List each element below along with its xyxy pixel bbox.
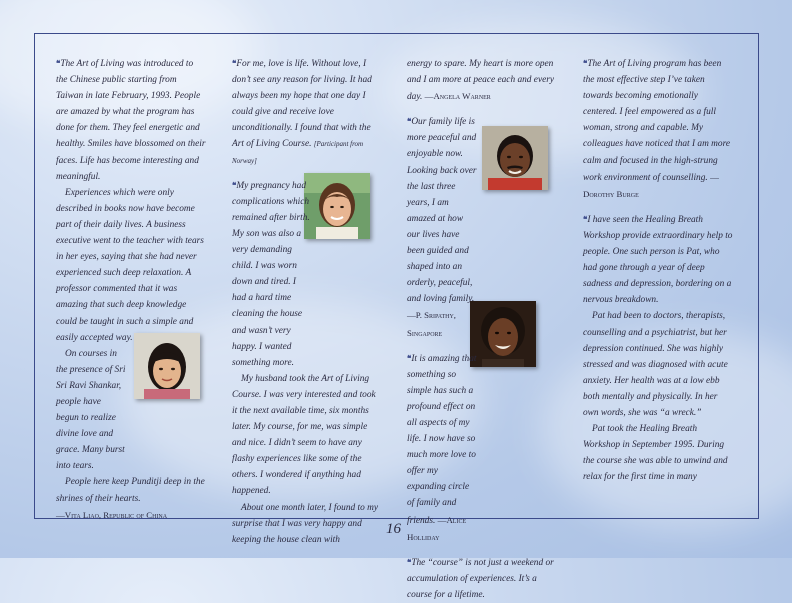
paragraph: energy to spare. My heart is more open and I am more at peace each and every day. —Angela Warner [407, 59, 555, 103]
column-4 [583, 56, 733, 485]
quote-mark-icon: ❝ [407, 557, 412, 567]
paragraph: ❝My pregnancy had complications which remained after birth. My son was also a very demanding child. I was worn down and tired. I had a hard time cleaning the house and wasn’t very happy. I wanted something more. [232, 180, 310, 368]
paragraph: People here keep Punditji deep in the shrines of their hearts. [56, 477, 205, 504]
paragraph: ❝The “course” is not just a weekend or accumulation of experiences. It’s a course for a lifetime. [407, 557, 554, 600]
column-3 [407, 56, 557, 603]
attribution: —Vita Liao, Republic of China [56, 509, 168, 520]
quote-mark-icon: ❝ [232, 59, 237, 68]
quote-mark-icon: ❝ [407, 117, 412, 127]
quote-mark-icon: ❝ [407, 353, 412, 363]
quote-mark-icon: ❝ [232, 180, 237, 190]
paragraph: ❝The Art of Living program has been the most effective step I’ve taken towards becoming emotionally centered. I feel empowered as a full woman, strong and capable. My colleagues have noticed that I am more calm and focused in the high-strung work environment of counselling. —Dorothy Burge [583, 59, 731, 199]
quote-mark-icon: ❝ [583, 214, 588, 224]
paragraph: ❝I have seen the Healing Breath Workshop provide extraordinary help to people. One such person is Pat, who had gone through a year of deep sadness and depression, bordering on a nervous breakdown. [583, 214, 733, 306]
paragraph: ❝Our family life is more peaceful and enjoyable now. Looking back over the last three years, I am amazed at how our lives have been guided and shaped into an orderly, peaceful, and loving family. —P. Sripathy, Singapore [407, 117, 477, 338]
paragraph: About one month later, I found to my surprise that I was very happy and keeping the house clean with [232, 502, 379, 545]
paragraph: On courses in the presence of Sri Sri Ravi Shankar, people have begun to realize divine love and grace. Many burst into tears. [56, 348, 126, 472]
paragraph: Experiences which were only described in books now have become part of their daily lives. A business executive went to the teacher with tears in her eyes, saying that she had never experienced such deep relaxation. A professor commented that it was amazing that such deep knowledge could be taught in such a simple and easily accepted way. [56, 187, 204, 343]
column-1 [56, 56, 206, 524]
paragraph: ❝It is amazing that something so simple has such a profound effect on all aspects of my life. I now have so much more love to offer my expanding circle of family and friends. —Alice Holliday [407, 353, 477, 542]
paragraph: ❝For me, love is life. Without love, I don’t see any reason for living. It had always been my hope that one day I could give and receive love unconditionally. I found that with the Art of Living Course. [Participant from Norway] [232, 59, 372, 165]
paragraph: Pat had been to doctors, therapists, counselling and a psychiatrist, but her depression continued. She was highly stressed and was diagnosed with acute anxiety. Her health was at a low ebb both mentally and physically. In her own words, she was “a wreck.” [583, 311, 728, 418]
column-2 [232, 56, 382, 548]
paragraph: Pat took the Healing Breath Workshop in September 1995. During the course she was able to unwind and relax for the first time in many [583, 424, 728, 483]
quote-mark-icon: ❝ [583, 59, 588, 68]
page-number: 16 [386, 521, 401, 537]
quote-mark-icon: ❝ [56, 59, 61, 68]
paragraph: ❝The Art of Living was introduced to the Chinese public starting from Taiwan in late February, 1993. People are amazed by what the program has done for them. They feel energetic and healthy. Smiles have blossomed on their faces. Life has become interesting and meaningful. [56, 59, 206, 182]
paragraph: My husband took the Art of Living Course. I was very interested and took it the next available time, six months later. My course, for me, was simple and nice. I didn’t seem to have any flashy experiences like some of the others. I wondered if anything had happened. [232, 373, 376, 497]
